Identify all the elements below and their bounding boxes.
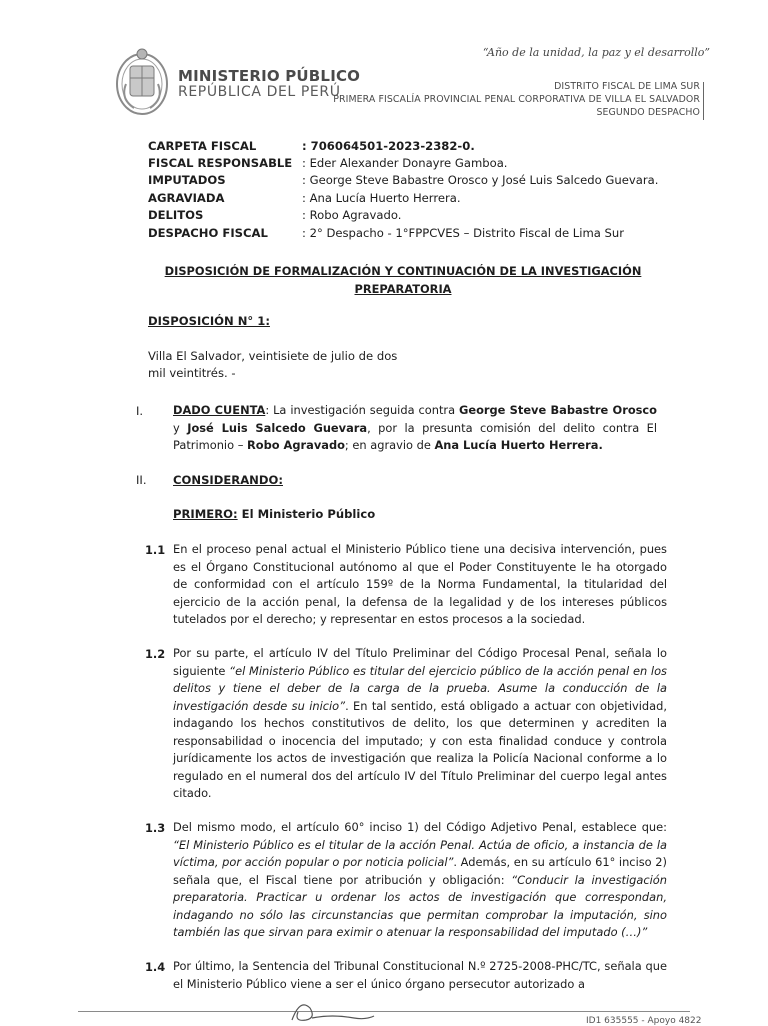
office-line: SEGUNDO DESPACHO (596, 107, 700, 118)
paragraph-1-1: En el proceso penal actual el Ministerio Público tiene una decisiva intervención, pues es el Órgano Constitucional autónomo al que el Poder Constituyente le ha otorgado de conformidad con el artículo 159º de la Norma Fundamental, la titularidad del ejercicio de la acción penal, la defensa de la legalidad y de los intereses públicos tutelados por el derecho; y representar en estos procesos a la sociedad. (173, 542, 667, 626)
section-heading: DADO CUENTA (173, 403, 266, 417)
meta-key: DELITOS (148, 208, 204, 223)
office-divider (703, 82, 704, 120)
subheading-primero: PRIMERO: El Ministerio Público (173, 507, 376, 521)
meta-row (148, 207, 658, 224)
section-heading: CONSIDERANDO: (173, 473, 283, 487)
national-seal-icon (114, 44, 170, 118)
meta-row (148, 189, 658, 206)
office-line: DISTRITO FISCAL DE LIMA SUR (554, 81, 700, 92)
meta-value: : Robo Agravado. (302, 208, 402, 223)
meta-value: : George Steve Babastre Orosco y José Luis Salcedo Guevara. (302, 173, 659, 188)
paragraph-1-3: Del mismo modo, el artículo 60° inciso 1) del Código Adjetivo Penal, establece que: “El Ministerio Público es el titular de la acción Penal. Actúa de oficio, a instancia de la víctima, por acción popular o por noticia policial”. Además, en su artículo 61° inciso 2) señala que, el Fiscal tiene por atribución y obligación: “Conducir la investigación preparatoria. Practicar u ordenar los actos de investigación que correspondan, indagando no sólo las circunstancias que permitan comprobar la imputación, sino también las que sirvan para eximir o atenuar la responsabilidad del imputado (…)” (173, 820, 667, 939)
signature-mark (262, 996, 382, 1024)
paragraph-1-4: Por último, la Sentencia del Tribunal Constitucional N.º 2725-2008-PHC/TC, señala que el Ministerio Público viene a ser el único órgano persecutor autorizado a (173, 959, 667, 991)
place-date: Villa El Salvador, veintisiete de julio de dos mil veintitrés. - (148, 349, 398, 380)
meta-row (148, 137, 658, 154)
institution-line-1: MINISTERIO PÚBLICO (178, 67, 361, 85)
meta-value: : Eder Alexander Donayre Gamboa. (302, 156, 508, 171)
year-motto: “Año de la unidad, la paz y el desarrollo” (482, 46, 710, 59)
meta-value: : 706064501-2023-2382-0. (302, 138, 475, 153)
paragraph-1-2: Por su parte, el artículo IV del Título Preliminar del Código Procesal Penal, señala lo siguiente “el Ministerio Público es titular del ejercicio público de la acción penal en los delitos y tiene el deber de la carga de la prueba. Asume la conducción de la investigación desde su inicio”. En tal sentido, está obligado a actuar con objetividad, indagando los hechos constitutivos de delito, los que determinen y acrediten la responsabilidad o inocencia del imputado; y con esta finalidad conduce y controla jurídicamente los actos de investigación que realiza la Policía Nacional conforme a lo regulado en el numeral dos del artículo IV del Título Preliminar del cuerpo legal antes citado. (173, 646, 667, 800)
section-number: I. (136, 404, 144, 418)
title-line-2: PREPARATORIA (354, 282, 452, 296)
paragraph-number: 1.1 (145, 543, 166, 557)
meta-key: DESPACHO FISCAL (148, 225, 268, 240)
meta-key: AGRAVIADA (148, 190, 225, 205)
meta-key: IMPUTADOS (148, 173, 226, 188)
section-dado-cuenta: DADO CUENTA: La investigación seguida contra George Steve Babastre Orosco y José Luis Salcedo Guevara, por la presunta comisión del delito contra El Patrimonio – Robo Agravado; en agravio de Ana Lucía Huerto Herrera. (173, 403, 658, 452)
paragraph-number: 1.4 (145, 960, 166, 974)
meta-value: : Ana Lucía Huerto Herrera. (302, 190, 461, 205)
footer-code: ID1 635555 - Apoyo 4822 (586, 1016, 702, 1026)
paragraph-number: 1.3 (145, 821, 166, 835)
office-line: PRIMERA FISCALÍA PROVINCIAL PENAL CORPORATIVA DE VILLA EL SALVADOR (333, 94, 700, 105)
footer-divider (78, 1011, 690, 1012)
office-block (333, 80, 700, 119)
case-metadata (148, 137, 658, 241)
meta-key: FISCAL RESPONSABLE (148, 156, 293, 171)
paragraph-number: 1.2 (145, 647, 166, 661)
title-line-1: DISPOSICIÓN DE FORMALIZACIÓN Y CONTINUACIÓN DE LA INVESTIGACIÓN (164, 264, 642, 278)
section-number: II. (136, 473, 147, 487)
meta-row (148, 154, 658, 171)
institution-line-2: REPÚBLICA DEL PERÚ (178, 84, 341, 100)
document-title (150, 262, 656, 298)
meta-row (148, 224, 658, 241)
meta-key: CARPETA FISCAL (148, 138, 257, 153)
meta-value: : 2° Despacho - 1°FPPCVES – Distrito Fiscal de Lima Sur (302, 225, 625, 240)
meta-row (148, 172, 658, 189)
disposition-heading: DISPOSICIÓN N° 1: (148, 314, 270, 328)
